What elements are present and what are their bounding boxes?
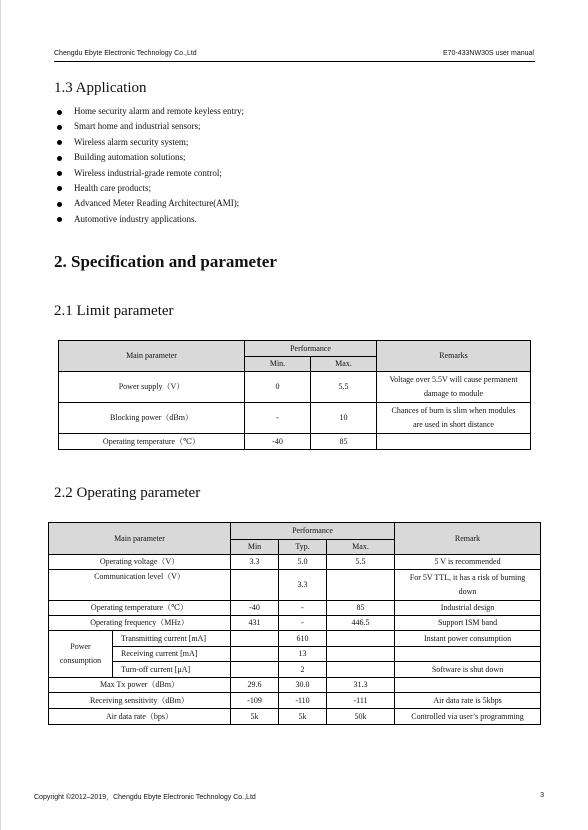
table-cell: -111 (327, 693, 395, 709)
col-header: Remarks (377, 341, 531, 372)
bullet-icon (57, 217, 62, 222)
table-cell (327, 570, 395, 601)
table-cell: Transmitting current [mA] (113, 631, 231, 647)
header-company: Chengdu Ebyte Electronic Technology Co.,Ltd (54, 50, 197, 57)
table-cell: -110 (279, 693, 327, 709)
bullet-icon (57, 140, 62, 145)
bullet-icon (57, 171, 62, 176)
table-cell: Controlled via user’s programming (395, 709, 541, 725)
page-footer (34, 792, 544, 802)
col-header: Remark (395, 523, 541, 555)
table-cell: Power supply（V） (59, 372, 245, 403)
table-cell: For 5V TTL, it has a risk of burning down (395, 570, 541, 601)
col-header: Min. (245, 357, 311, 372)
col-header: Max. (327, 540, 395, 555)
bullet-icon (57, 202, 62, 207)
table-header-row (49, 523, 541, 540)
table-cell: Software is shut down (395, 662, 541, 678)
table-header-row (59, 341, 531, 357)
table-cell: 50k (327, 709, 395, 725)
footer-copyright: Copyright ©2012–2019，Chengdu Ebyte Electronic Technology Co.,Ltd (34, 794, 256, 801)
table-cell: 5k (279, 709, 327, 725)
table-cell: Voltage over 5.5V will cause permanent damage to module (377, 372, 531, 403)
table-cell: 13 (279, 647, 327, 662)
table-cell: Operating temperature（℃） (59, 434, 245, 450)
bullet-icon (57, 156, 62, 161)
table-cell: 85 (311, 434, 377, 450)
table-cell (231, 570, 279, 601)
table-cell: Communication level（V） (49, 570, 231, 601)
table-cell (395, 678, 541, 693)
page-number: 3 (540, 792, 544, 799)
table-cell: - (245, 403, 311, 434)
table-cell (395, 647, 541, 662)
table-cell: - (279, 616, 327, 631)
col-header: Min (231, 540, 279, 555)
table-cell: Max Tx power（dBm） (49, 678, 231, 693)
col-header: Max. (311, 357, 377, 372)
table-row (49, 647, 541, 662)
table-cell: Air data rate（bps） (49, 709, 231, 725)
table-cell: 2 (279, 662, 327, 678)
header-rule (54, 61, 535, 62)
operating-parameter-table (48, 522, 541, 725)
list-item: Health care products; (57, 181, 244, 196)
table-row (49, 601, 541, 616)
table-cell: 5.0 (279, 555, 327, 570)
table-row (49, 662, 541, 678)
page-edge (0, 0, 1, 830)
table-row (49, 616, 541, 631)
table-cell: -40 (231, 601, 279, 616)
col-header: Performance (245, 341, 377, 357)
table-cell: 431 (231, 616, 279, 631)
table-cell: 3.3 (231, 555, 279, 570)
table-cell: 5.5 (327, 555, 395, 570)
bullet-icon (57, 186, 62, 191)
table-cell: 5.5 (311, 372, 377, 403)
col-header: Main parameter (49, 523, 231, 555)
table-cell (327, 662, 395, 678)
table-cell: Turn-off current [μA] (113, 662, 231, 678)
list-item: Wireless alarm security system; (57, 135, 244, 150)
table-cell: Instant power consumption (395, 631, 541, 647)
col-header: Main parameter (59, 341, 245, 372)
application-list (57, 104, 244, 227)
list-item: Building automation solutions; (57, 150, 244, 165)
list-item: Smart home and industrial sensors; (57, 119, 244, 134)
bullet-icon (57, 110, 62, 115)
table-cell: Air data rate is 5kbps (395, 693, 541, 709)
table-cell (377, 434, 531, 450)
table-cell: 85 (327, 601, 395, 616)
table-cell: 446.5 (327, 616, 395, 631)
power-consumption-label: Power consumption (49, 631, 113, 678)
operating-heading: 2.2 Operating parameter (54, 485, 201, 501)
list-item: Home security alarm and remote keyless entry; (57, 104, 244, 119)
table-cell: 10 (311, 403, 377, 434)
table-row (59, 434, 531, 450)
table-cell: 5 V is recommended (395, 555, 541, 570)
table-row (59, 372, 531, 403)
list-item: Advanced Meter Reading Architecture(AMI); (57, 196, 244, 211)
table-cell: - (279, 601, 327, 616)
bullet-icon (57, 125, 62, 130)
table-row (49, 570, 541, 601)
table-row (49, 555, 541, 570)
list-item: Wireless industrial-grade remote control; (57, 166, 244, 181)
header-manual-title: E70-433NW30S user manual (442, 50, 534, 57)
table-row (49, 693, 541, 709)
application-heading: 1.3 Application (54, 80, 147, 96)
table-cell: 31.3 (327, 678, 395, 693)
table-cell (231, 631, 279, 647)
table-row (49, 678, 541, 693)
table-cell: Blocking power（dBm） (59, 403, 245, 434)
table-cell: -40 (245, 434, 311, 450)
table-cell: 0 (245, 372, 311, 403)
table-cell (231, 647, 279, 662)
table-cell: Receiving current [mA] (113, 647, 231, 662)
table-cell: Receiving sensitivity（dBm） (49, 693, 231, 709)
list-item: Automotive industry applications. (57, 212, 244, 227)
table-cell: Support ISM band (395, 616, 541, 631)
table-cell: Chances of burn is slim when modules are used in short distance (377, 403, 531, 434)
table-cell (231, 662, 279, 678)
table-cell: 5k (231, 709, 279, 725)
table-cell: 3.3 (279, 570, 327, 601)
col-header: Typ. (279, 540, 327, 555)
table-cell: Operating voltage（V） (49, 555, 231, 570)
limit-parameter-table (58, 340, 531, 450)
table-cell: Operating temperature（℃） (49, 601, 231, 616)
table-row (59, 403, 531, 434)
table-cell: Industrial design (395, 601, 541, 616)
table-cell: 30.0 (279, 678, 327, 693)
table-cell (327, 647, 395, 662)
table-cell: 610 (279, 631, 327, 647)
table-cell (327, 631, 395, 647)
limit-heading: 2.1 Limit parameter (54, 303, 174, 319)
table-cell: -109 (231, 693, 279, 709)
table-row (49, 709, 541, 725)
spec-heading: 2. Specification and parameter (54, 252, 277, 271)
table-row (49, 631, 541, 647)
col-header: Performance (231, 523, 395, 540)
table-cell: 29.6 (231, 678, 279, 693)
table-cell: Operating frequency（MHz） (49, 616, 231, 631)
